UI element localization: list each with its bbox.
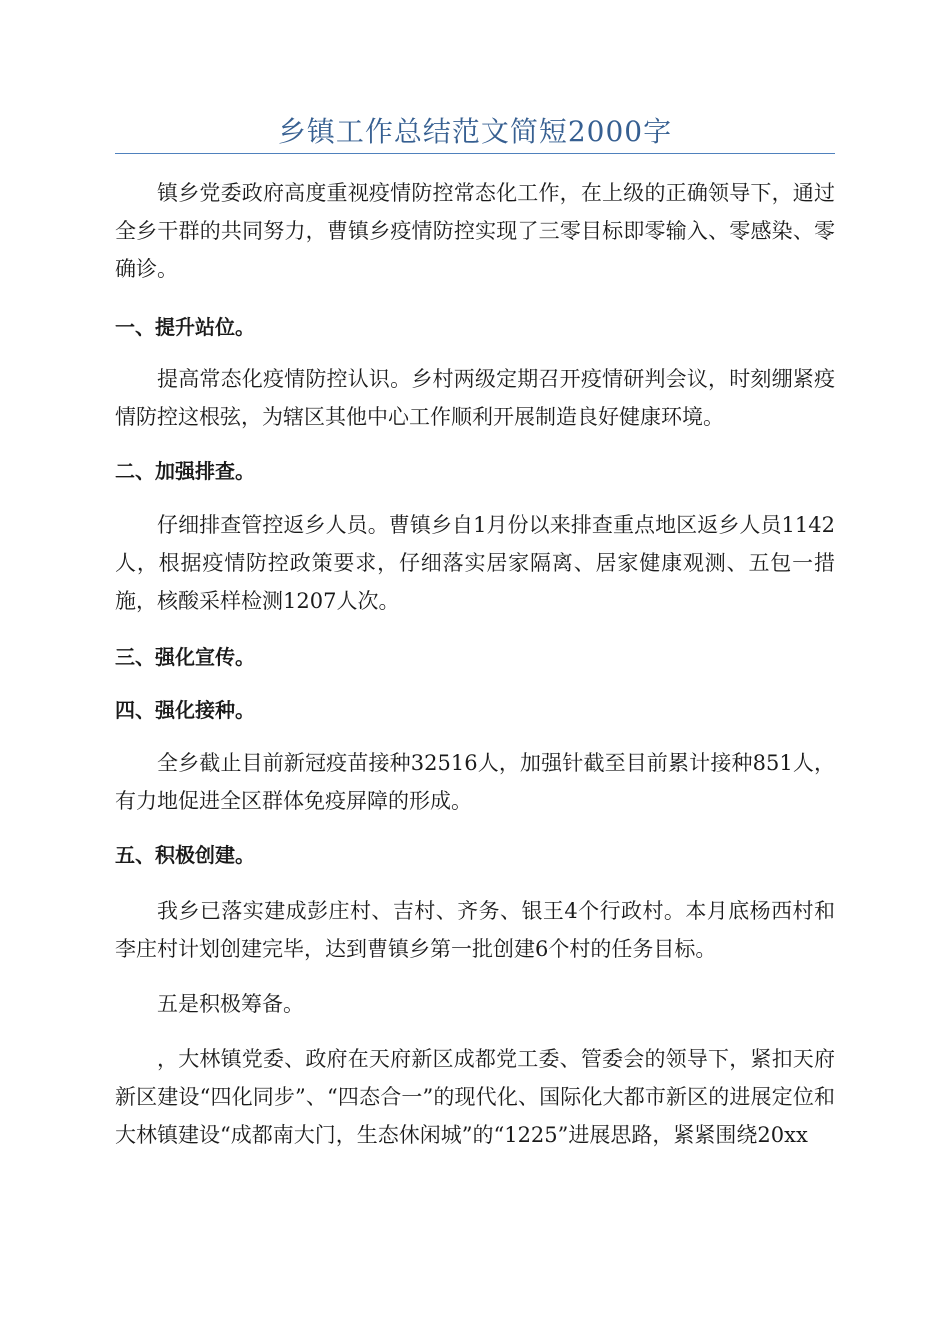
paragraph-preparation: 五是积极筹备。 <box>157 992 304 1016</box>
heading-section-5: 五、积极创建。 <box>115 843 255 867</box>
paragraph-section-1: 提高常态化疫情防控认识。乡村两级定期召开疫情研判会议，时刻绷紧疫情防控这根弦，为辖区其他中心工作顺利开展制造良好健康环境。 <box>115 367 835 429</box>
heading-section-4: 四、强化接种。 <box>115 698 255 722</box>
title-underline <box>115 153 835 154</box>
paragraph-dalin: ，大林镇党委、政府在天府新区成都党工委、管委会的领导下，紧扣天府新区建设“四化同步”、“四态合一”的现代化、国际化大都市新区的进展定位和大林镇建设“成都南大门，生态休闲城”的“1225”进展思路，紧紧围绕20xx <box>115 1047 835 1147</box>
heading-section-3: 三、强化宣传。 <box>115 645 255 669</box>
paragraph-section-4: 全乡截止目前新冠疫苗接种32516人，加强针截至目前累计接种851人，有力地促进全区群体免疫屏障的形成。 <box>115 751 835 813</box>
paragraph-section-2: 仔细排查管控返乡人员。曹镇乡自1月份以来排查重点地区返乡人员1142人，根据疫情防控政策要求，仔细落实居家隔离、居家健康观测、五包一措施，核酸采样检测1207人次。 <box>115 513 835 613</box>
heading-section-1: 一、提升站位。 <box>115 315 255 339</box>
document-title: 乡镇工作总结范文简短2000字 <box>277 115 673 148</box>
heading-section-2: 二、加强排查。 <box>115 459 255 483</box>
paragraph-section-5: 我乡已落实建成彭庄村、吉村、齐务、银王4个行政村。本月底杨西村和李庄村计划创建完毕，达到曹镇乡第一批创建6个村的任务目标。 <box>115 899 835 961</box>
paragraph-intro: 镇乡党委政府高度重视疫情防控常态化工作，在上级的正确领导下，通过全乡干群的共同努力，曹镇乡疫情防控实现了三零目标即零输入、零感染、零确诊。 <box>115 181 835 281</box>
